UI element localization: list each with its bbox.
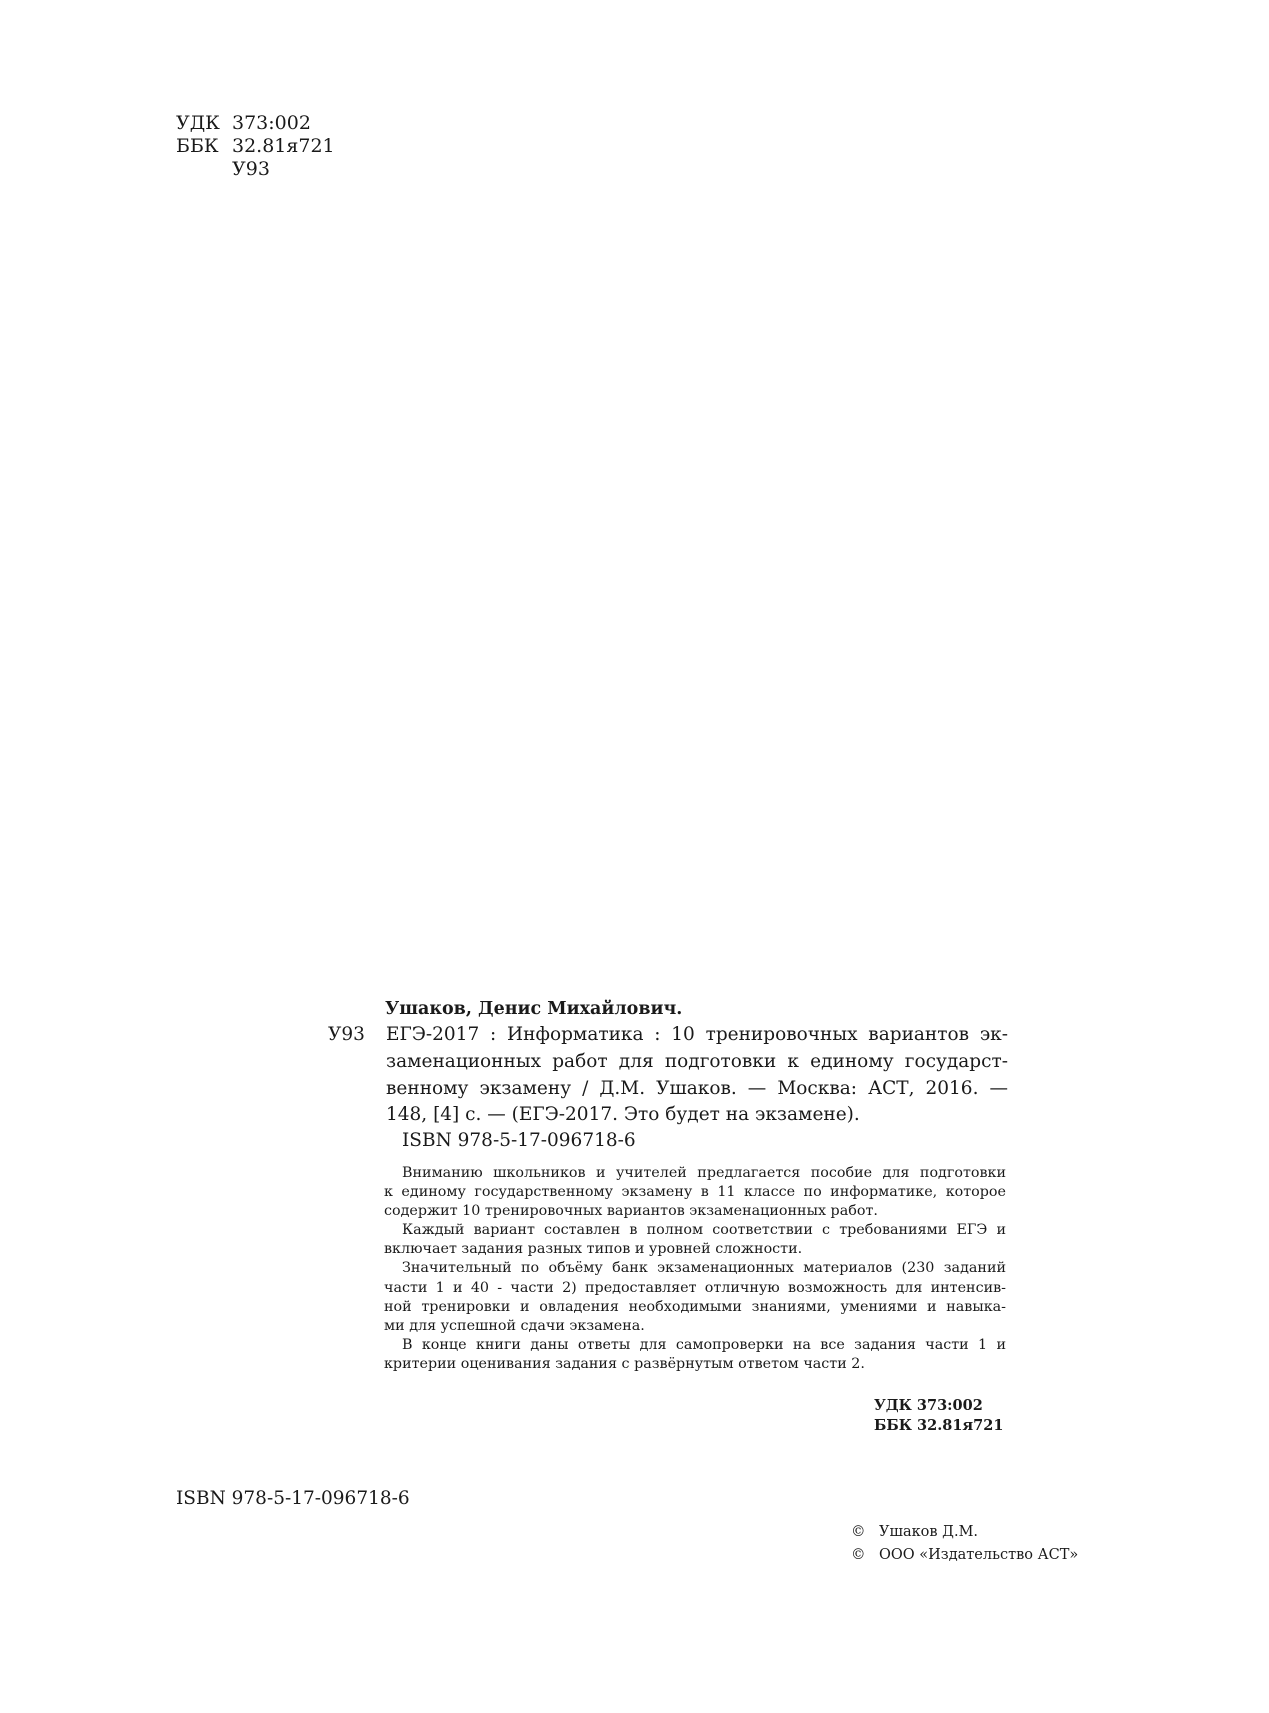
citation-line: венному экзамену / Д.М. Ушаков. — Москва: АСТ, 2016. — bbox=[386, 1077, 1008, 1099]
citation-line: ЕГЭ-2017 : Информатика : 10 тренировочных вариантов эк- bbox=[386, 1024, 1008, 1045]
annotation-line: Каждый вариант составлен в полном соответствии с требованиями ЕГЭ и bbox=[402, 1222, 1006, 1239]
citation-line: 148, [4] с. — (ЕГЭ-2017. Это будет на экзамене). bbox=[386, 1104, 860, 1126]
annotation-paragraph-1 bbox=[384, 1164, 1006, 1221]
annotation-line: критерии оценивания задания с развёрнутым ответом части 2. bbox=[384, 1355, 865, 1372]
copyright-author bbox=[851, 1521, 1078, 1544]
annotation bbox=[384, 1164, 1006, 1374]
entry-citation bbox=[386, 1022, 1008, 1129]
annotation-line: содержит 10 тренировочных вариантов экзаменационных работ. bbox=[384, 1203, 878, 1220]
udk-bottom: УДК 373:002 bbox=[874, 1397, 983, 1414]
annotation-line: ми для успешной сдачи экзамена. bbox=[384, 1317, 645, 1334]
copyright-publisher bbox=[851, 1544, 1078, 1567]
udk-value: 373:002 bbox=[232, 112, 311, 134]
copyrights bbox=[851, 1521, 1078, 1567]
author-mark: У93 bbox=[232, 158, 270, 180]
udk-label: УДК bbox=[176, 112, 220, 134]
annotation-paragraph-2 bbox=[384, 1221, 1006, 1259]
annotation-line: Значительный по объёму банк экзаменационных материалов (230 заданий bbox=[402, 1260, 1006, 1277]
bbk-row bbox=[176, 135, 335, 158]
classification-block-bottom bbox=[874, 1396, 1003, 1436]
bbk-label: ББК bbox=[176, 135, 219, 157]
entry-code: У93 bbox=[328, 1024, 365, 1045]
isbn-bottom: ISBN 978-5-17-096718-6 bbox=[176, 1488, 410, 1509]
udk-row bbox=[176, 112, 335, 135]
copyright-author-text: Ушаков Д.М. bbox=[879, 1524, 979, 1540]
annotation-line: включает задания разных типов и уровней сложности. bbox=[384, 1241, 803, 1258]
copyright-publisher-text: ООО «Издательство АСТ» bbox=[879, 1547, 1079, 1563]
citation-line: заменационных работ для подготовки к единому государст- bbox=[386, 1050, 1008, 1072]
annotation-line: Вниманию школьников и учителей предлагается пособие для подготовки bbox=[402, 1165, 1006, 1181]
entry-author: Ушаков, Денис Михайлович. bbox=[385, 999, 683, 1019]
annotation-line: части 1 и 40 - части 2) предоставляет отличную возможность для интенсив- bbox=[384, 1279, 1006, 1296]
classification-block-top bbox=[176, 112, 335, 181]
entry-isbn: ISBN 978-5-17-096718-6 bbox=[402, 1130, 636, 1151]
bbk-bottom: ББК 32.81я721 bbox=[874, 1417, 1004, 1434]
annotation-line: В конце книги даны ответы для самопроверки на все задания части 1 и bbox=[402, 1336, 1006, 1353]
annotation-line: ной тренировки и овладения необходимыми знаниями, умениями и навыка- bbox=[384, 1298, 1006, 1315]
annotation-paragraph-4 bbox=[384, 1336, 1006, 1374]
copyright-icon: © bbox=[851, 1524, 866, 1540]
annotation-line: к единому государственному экзамену в 11 классе по информатике, которое bbox=[384, 1184, 1006, 1201]
bbk-value: 32.81я721 bbox=[232, 135, 335, 157]
copyright-icon: © bbox=[851, 1547, 866, 1563]
annotation-paragraph-3 bbox=[384, 1259, 1006, 1335]
